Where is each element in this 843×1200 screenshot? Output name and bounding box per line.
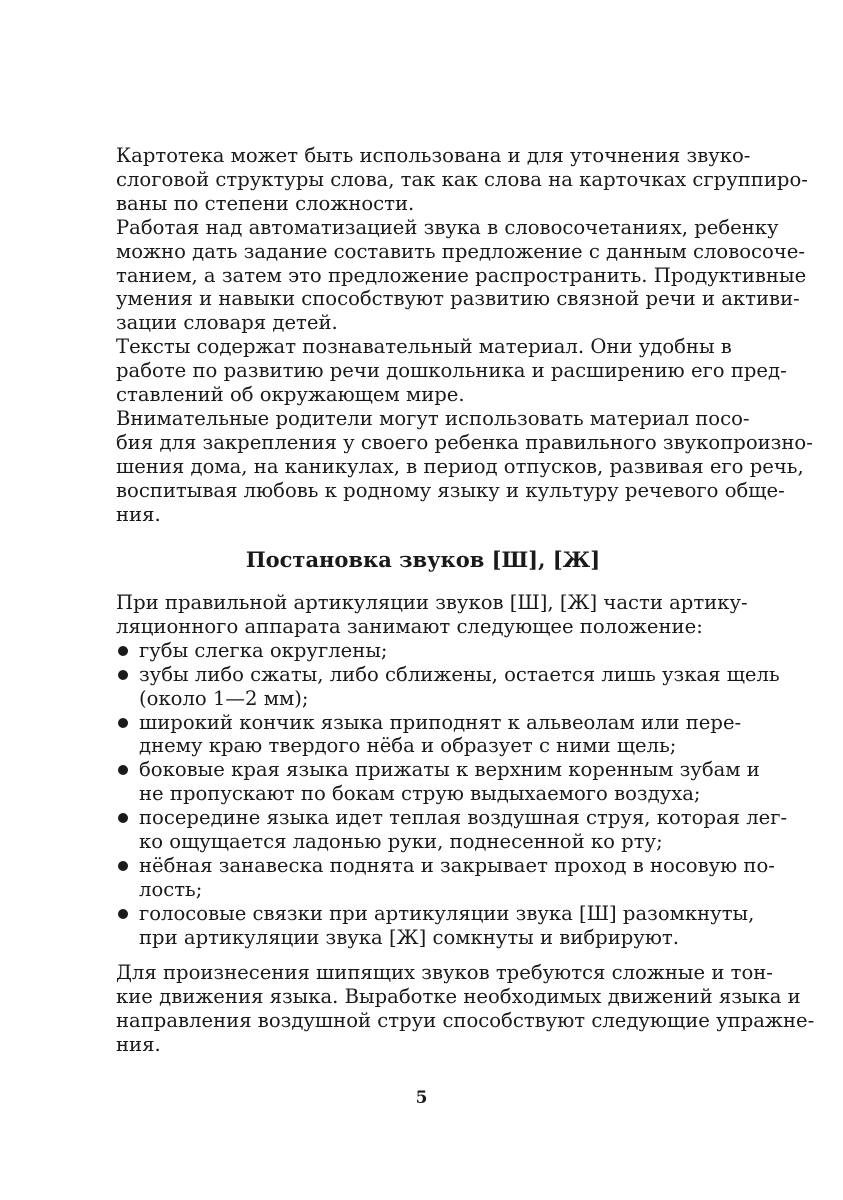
bullet-icon [118,670,128,680]
articulation-list [116,638,788,950]
text-line: нёбная занавеска поднята и закрывает проход в носовую по- [139,853,775,877]
bullet-icon [118,765,128,775]
text-line: (около 1—2 мм); [139,686,309,710]
text-line: посередине языка идет теплая воздушная струя, которая лег- [139,806,788,830]
text-line: лость; [139,877,203,901]
text-line: голосовые связки при артикуляции звука [Ш] разомкнуты, [139,901,755,925]
text-line: широкий кончик языка приподнят к альвеолам или пере- [139,710,742,734]
paragraph-2 [116,215,807,336]
text-line: не пропускают по бокам струю выдыхаемого воздуха; [139,782,701,806]
bullet-icon [118,861,128,871]
text-line: зации словаря детей. [116,311,338,335]
text-line: днему краю твердого нёба и образует с ними щель; [139,734,677,758]
text-line: шения дома, на каникулах, в период отпусков, развивая его речь, [116,454,804,478]
text-line: ния. [116,502,161,526]
text-line: При правильной артикуляции звуков [Ш], [Ж] части артику- [116,591,748,614]
text-line: ния. [116,1032,161,1056]
intro-text [116,144,813,527]
paragraph-4 [116,406,813,527]
text-line: Внимательные родители могут использовать материал посо- [116,406,750,430]
section-body [116,591,788,950]
text-line: ставлений об окружающем мире. [116,383,465,407]
text-line: Тексты содержат познавательный материал. Они удобны в [116,335,732,359]
text-line: кие движения языка. Выработке необходимых движений языка и [116,984,801,1008]
page-number: 5 [415,1088,428,1108]
section-heading: Постановка звуков [Ш], [Ж] [245,547,601,572]
paragraph-3 [116,335,787,407]
text-line: работе по развитию речи дошкольника и расширению его пред- [116,359,787,383]
text-line: направления воздушной струи способствуют следующие упражне- [116,1008,815,1032]
text-line: умения и навыки способствуют развитию связной речи и активи- [116,287,800,311]
list-item [116,758,760,806]
bullet-icon [118,646,128,656]
text-line: можно дать задание составить предложение с данным словосоче- [116,239,805,263]
text-line: бия для закрепления у своего ребенка правильного звукопроизно- [116,430,813,454]
list-item [116,710,742,759]
text-line: ляционного аппарата занимают следующее положение: [116,614,703,638]
text-line: Для произнесения шипящих звуков требуются сложные и тон- [116,961,773,984]
text-line: танием, а затем это предложение распространить. Продуктивные [116,263,807,287]
list-item [116,853,775,902]
text-line: Картотека может быть использована и для уточнения звуко- [116,144,751,167]
closing-paragraph [116,961,815,1057]
text-line: ко ощущается ладонью руки, поднесенной ко рту; [139,830,663,854]
text-line: слоговой структуры слова, так как слова на карточках сгруппиро- [116,167,808,191]
text-line: ваны по степени сложности. [116,191,415,215]
text-line: боковые края языка прижаты к верхним коренным зубам и [139,758,760,782]
list-item [116,639,730,663]
bullet-icon [118,909,128,919]
text-line: Работая над автоматизацией звука в словосочетаниях, ребенку [116,215,779,239]
text-line: при артикуляции звука [Ж] сомкнуты и вибрируют. [139,925,679,949]
text-line: губы слегка округлены; [139,638,388,662]
list-item [116,901,755,950]
bullet-icon [118,813,128,823]
bullet-icon [118,718,128,728]
list-item [116,806,788,854]
text-line: воспитывая любовь к родному языку и культуру речевого обще- [116,478,785,502]
list-item [116,662,780,711]
paragraph-1 [116,144,808,216]
text-line: зубы либо сжаты, либо сближены, остается лишь узкая щель [139,662,780,686]
